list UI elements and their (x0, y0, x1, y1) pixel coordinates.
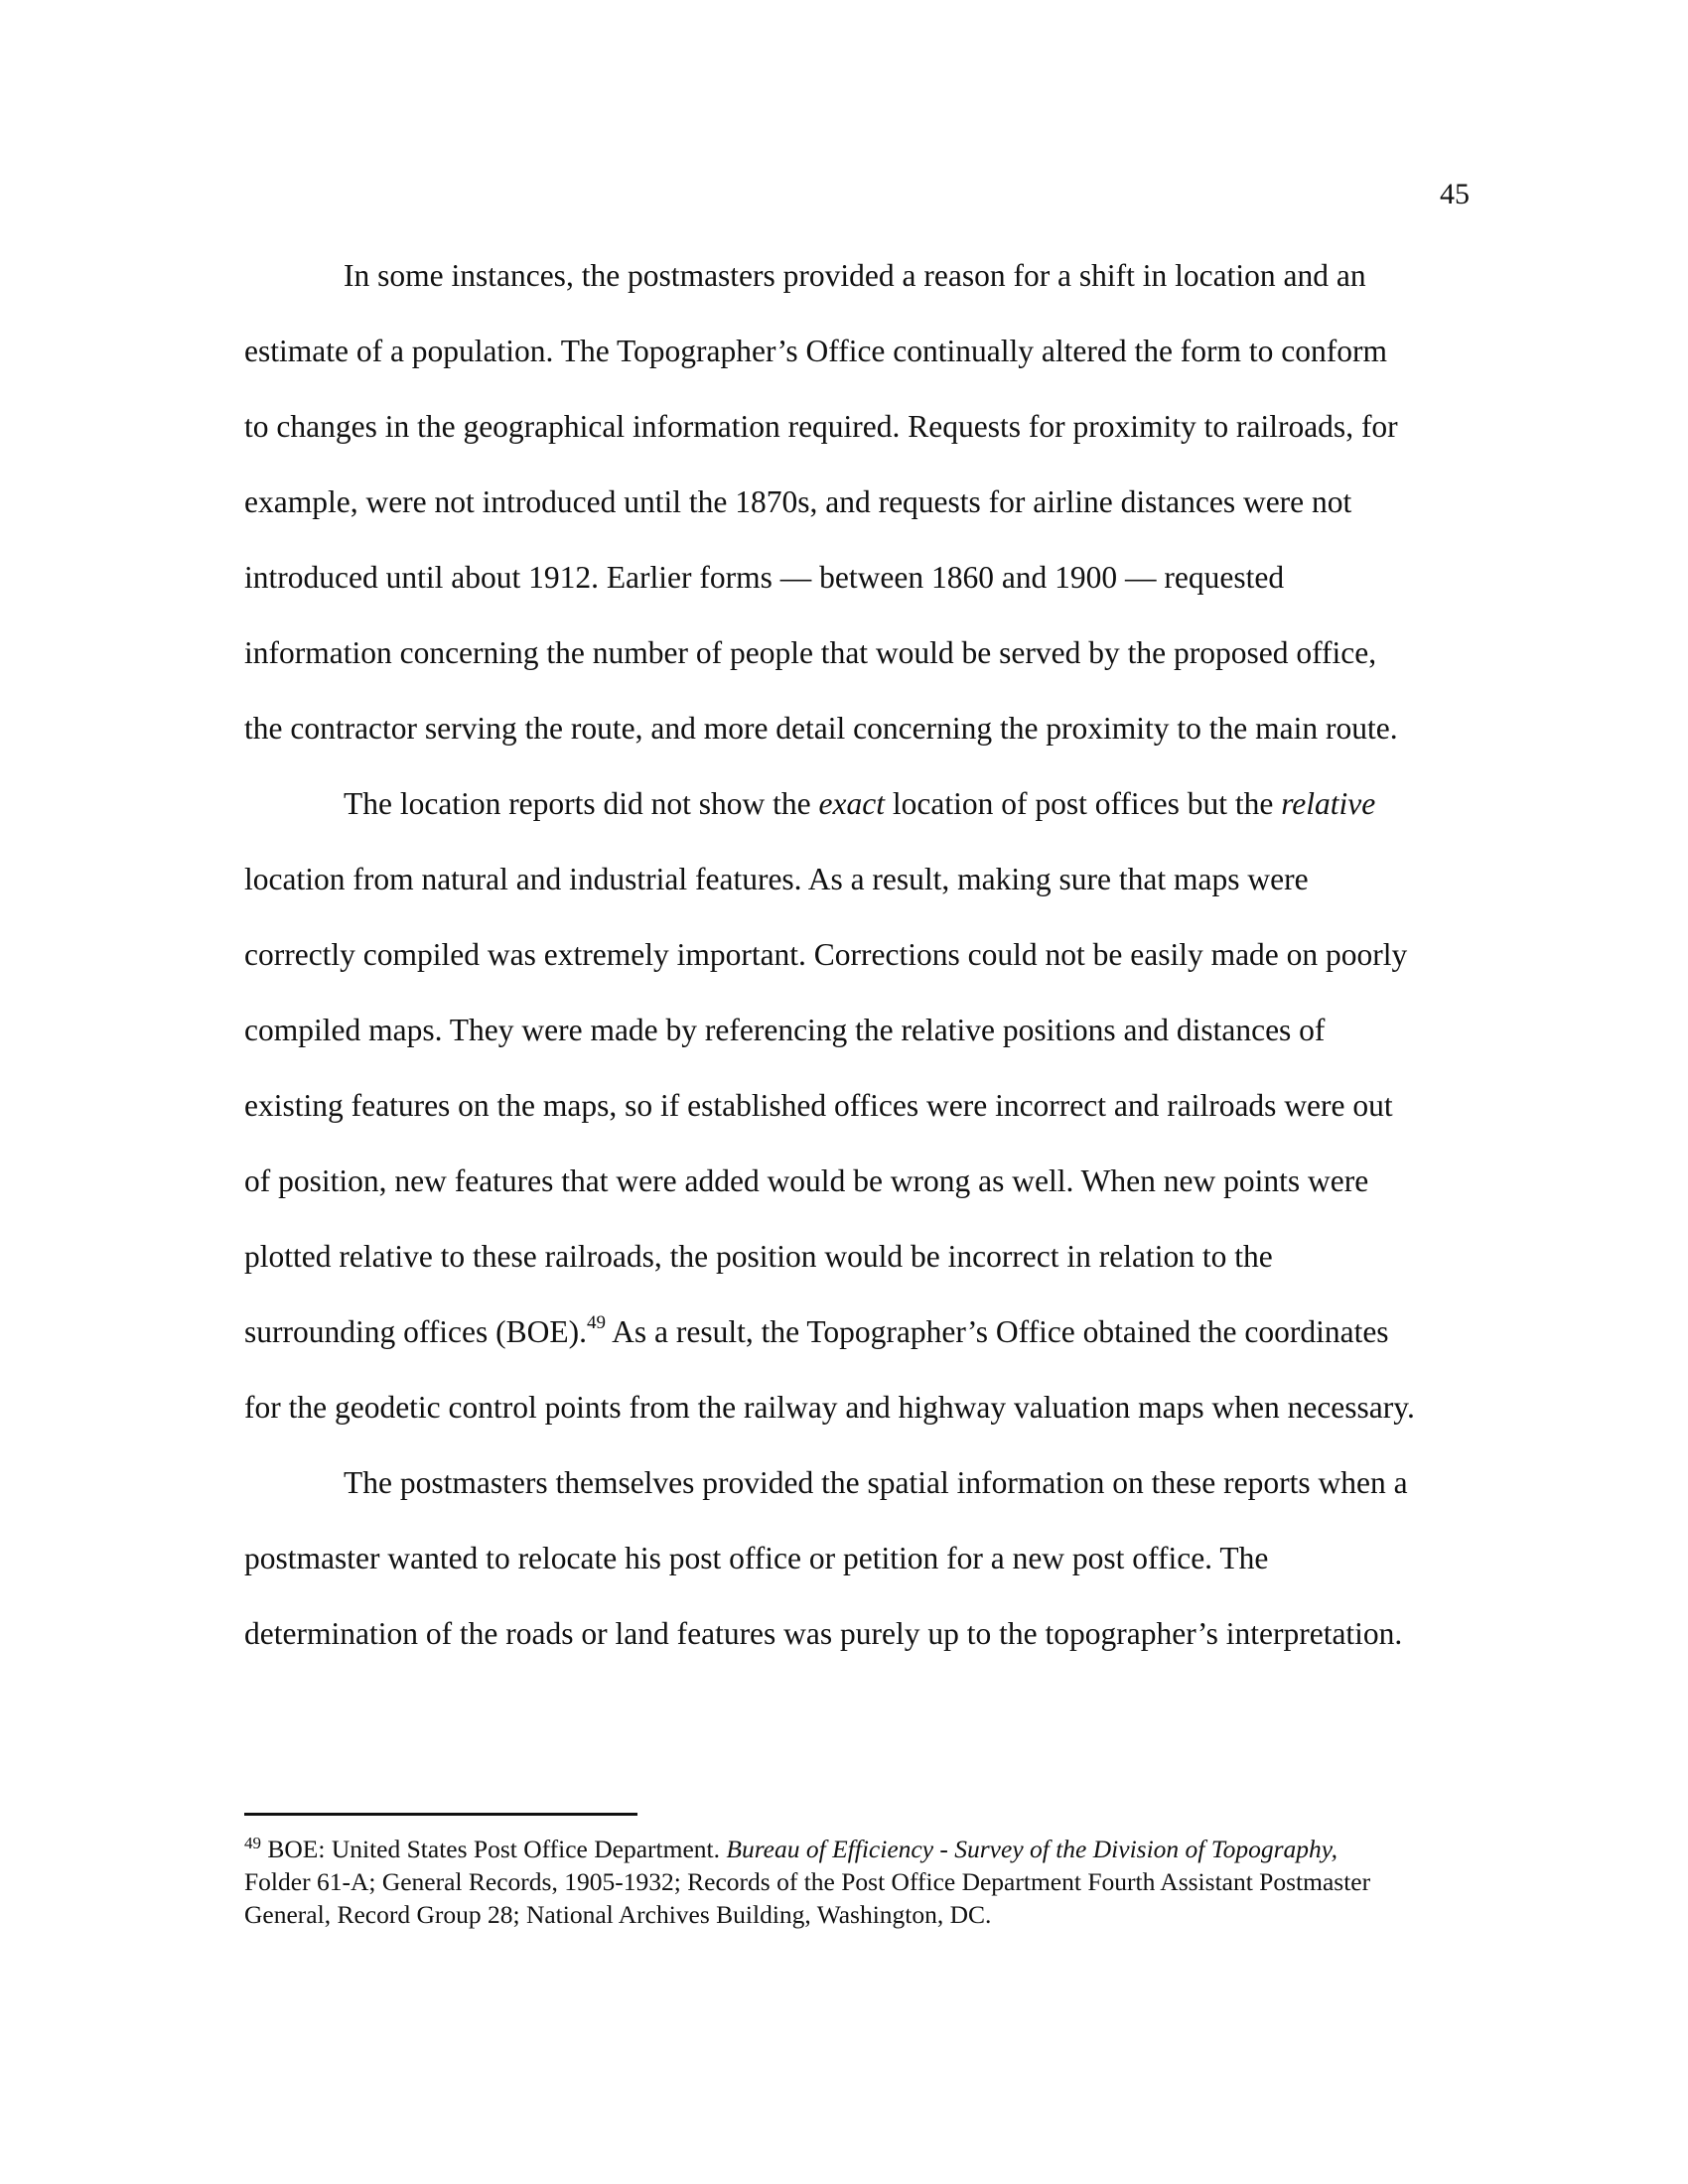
paragraph-2-line: compiled maps. They were made by referencing the relative positions and distances of (244, 1013, 1326, 1047)
footnote-divider (244, 1813, 637, 1816)
paragraph-2-line: correctly compiled was extremely important. Corrections could not be easily made on poorly (244, 937, 1408, 972)
paragraph-2-line: for the geodetic control points from the railway and highway valuation maps when necessary. (244, 1390, 1415, 1425)
paragraph-2-line: of position, new features that were added would be wrong as well. When new points were (244, 1163, 1369, 1198)
paragraph-2-line: plotted relative to these railroads, the position would be incorrect in relation to the (244, 1239, 1273, 1274)
paragraph-2-text: As a result, the Topographer’s Office obtained the coordinates (605, 1314, 1389, 1349)
emphasis-relative: relative (1281, 786, 1376, 821)
paragraph-1-line: information concerning the number of people that would be served by the proposed office, (244, 635, 1377, 670)
page-number: 45 (1440, 178, 1470, 210)
paragraph-2-line: location from natural and industrial features. As a result, making sure that maps were (244, 862, 1309, 896)
paragraph-2-reference-line (244, 1295, 1472, 1370)
paragraph-2-text: The location reports did not show the (344, 786, 819, 821)
paragraph-1-line: to changes in the geographical information required. Requests for proximity to railroads, for (244, 409, 1398, 444)
footnote-line: Folder 61-A; General Records, 1905-1932; Records of the Post Office Department Fourth Assistant Postmaster (244, 1867, 1371, 1896)
paragraph-2-line: existing features on the maps, so if established offices were incorrect and railroads were out (244, 1088, 1393, 1123)
paragraph-1-line: example, were not introduced until the 1870s, and requests for airline distances were not (244, 484, 1352, 519)
paragraph-1-line: the contractor serving the route, and more detail concerning the proximity to the main route. (244, 711, 1398, 746)
emphasis-exact: exact (818, 786, 885, 821)
footnote (244, 1833, 1476, 1931)
footnote-line (244, 1833, 1476, 1865)
footnote-number: 49 (244, 1834, 261, 1852)
paragraph-2-first-line (244, 766, 1472, 842)
paragraph-3-line: The postmasters themselves provided the spatial information on these reports when a (344, 1465, 1408, 1500)
footnote-title: Bureau of Efficiency - Survey of the Division of Topography, (726, 1835, 1338, 1863)
paragraph-2-text: location of post offices but the (884, 786, 1282, 821)
body-text (244, 238, 1472, 1672)
paragraph-2-text: surrounding offices (BOE). (244, 1314, 587, 1349)
paragraph-3-line: determination of the roads or land features was purely up to the topographer’s interpretation. (244, 1616, 1403, 1651)
footnote-reference[interactable]: 49 (586, 1312, 606, 1333)
footnote-line: General, Record Group 28; National Archives Building, Washington, DC. (244, 1900, 992, 1929)
paragraph-1-line: estimate of a population. The Topographer’s Office continually altered the form to conform (244, 334, 1387, 368)
footnote-text: BOE: United States Post Office Department. (261, 1835, 727, 1863)
paragraph-1-line: introduced until about 1912. Earlier forms — between 1860 and 1900 — requested (244, 560, 1285, 595)
paragraph-3-line: postmaster wanted to relocate his post office or petition for a new post office. The (244, 1541, 1269, 1575)
paragraph-1-line: In some instances, the postmasters provided a reason for a shift in location and an (344, 258, 1366, 293)
